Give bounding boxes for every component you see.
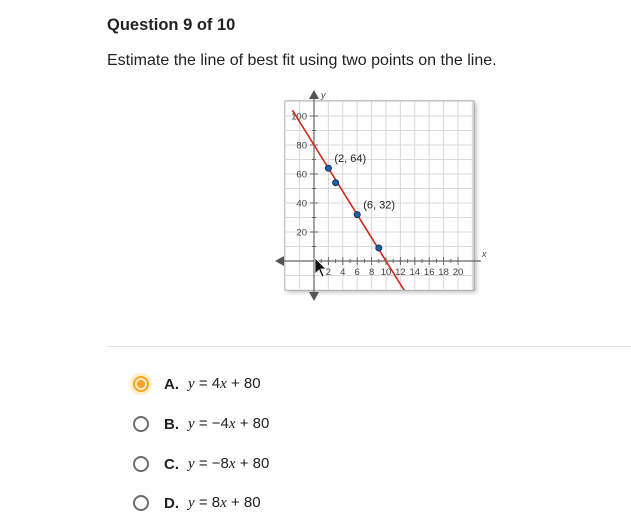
equation-rhs-post: + 80 [226,375,261,392]
x-tick-label: 8 [368,267,375,278]
x-tick-label: 16 [423,267,435,278]
equation-var: x [220,376,227,392]
option-letter: A. [164,375,179,393]
answer-option-c[interactable] [130,450,390,478]
option-equation [188,375,261,393]
radio-empty-icon [133,495,149,511]
equation-rhs-post: + 80 [235,455,270,472]
radio-button[interactable] [130,453,152,475]
equation-rhs-pre: = −4 [194,415,229,432]
equation-rhs-pre: = −8 [194,455,229,472]
x-tick-label: 6 [354,267,360,278]
graph-frame [285,101,474,290]
equation-var: x [220,495,227,511]
x-tick-label: 10 [380,267,392,278]
radio-button[interactable] [130,413,152,435]
y-tick-label: 80 [296,140,307,152]
x-tick-label: 20 [452,267,464,278]
radio-selected-icon [133,376,149,392]
answer-option-b[interactable] [130,410,390,438]
equation-rhs-pre: = 4 [194,375,221,392]
point-label: (6, 32) [363,199,395,212]
question-header: Question 9 of 10 [107,16,236,34]
equation-var: x [228,456,236,472]
x-axis-left-arrow-icon [275,256,284,266]
equation-var: x [228,416,236,432]
equation-lhs: y [188,456,195,472]
y-tick-label: 100 [291,111,307,123]
option-equation [188,494,261,512]
y-axis-label: y [321,90,326,100]
answer-option-a[interactable] [130,370,390,398]
x-tick-label: 14 [409,267,421,278]
radio-dot-icon [137,380,145,388]
option-letter: D. [164,494,179,512]
equation-rhs-post: + 80 [226,494,261,511]
equation-rhs-pre: = 8 [194,494,221,511]
x-tick-label: 18 [438,267,449,278]
radio-button[interactable] [130,373,152,395]
radio-button[interactable] [130,492,152,514]
coordinate-graph [275,87,490,302]
radio-empty-icon [133,416,149,432]
data-point [333,180,339,186]
divider [107,346,631,347]
x-tick-label: 2 [325,267,332,278]
x-tick-label: 12 [395,267,406,278]
point-label: (2, 64) [334,153,367,166]
equation-lhs: y [188,495,195,511]
equation-lhs: y [188,416,195,432]
radio-empty-icon [133,456,149,472]
y-axis-down-arrow-icon [309,292,319,301]
option-letter: B. [164,415,179,433]
equation-rhs-post: + 80 [235,415,270,432]
graph-svg [275,87,490,302]
y-axis-up-arrow-icon [309,90,319,99]
option-letter: C. [164,455,179,473]
data-point [376,245,382,251]
option-equation [188,455,269,473]
option-equation [188,415,269,433]
answer-option-d[interactable] [130,489,390,517]
y-tick-label: 40 [296,198,307,210]
x-tick-label: 4 [340,267,346,278]
question-prompt: Estimate the line of best fit using two points on the line. [107,52,497,69]
data-point [325,165,331,171]
equation-lhs: y [188,376,195,392]
y-tick-label: 60 [296,169,307,181]
y-tick-label: 20 [296,227,307,239]
data-point [354,212,360,218]
x-axis-label: x [482,249,487,259]
